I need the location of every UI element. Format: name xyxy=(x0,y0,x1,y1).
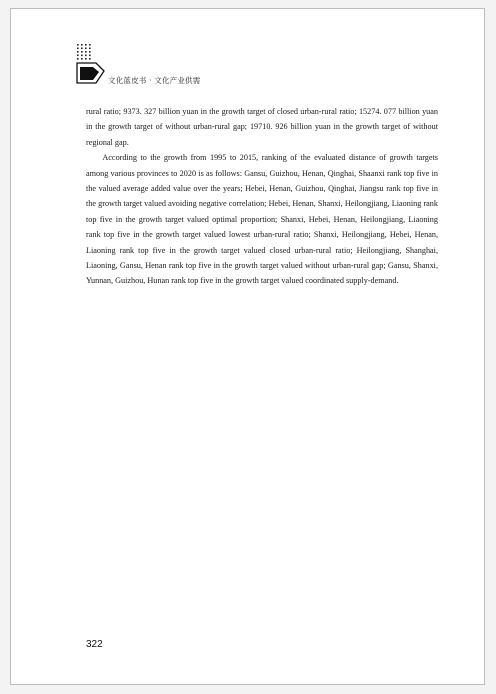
paragraph: According to the growth from 1995 to 2015, ranking of the evaluated distance of growth targets among various provinces to 2020 is as follows: Gansu, Guizhou, Henan, Qinghai, Shaanxi rank top five in the valued average added value over the years; Hebei, Henan, Guizhou, Qinghai, Jiangsu rank top five in the growth target valued avoiding negative correlation; Hebei, Henan, Shanxi, Heilongjiang, Liaoning rank top five in the growth target valued optimal proportion; Shanxi, Hebei, Henan, Heilongjiang, Liaoning rank top five in the growth target valued lowest urban-rural ratio; Shanxi, Heilongjiang, Hebei, Henan, Liaoning rank top five in the growth target valued closed urban-rural ratio; Heilongjiang, Shanghai, Liaoning, Gansu, Henan rank top five in the growth target valued without urban-rural gap; Gansu, Shanxi, Yunnan, Guizhou, Hunan rank top five in the growth target valued coordinated supply-demand. xyxy=(86,153,438,286)
book-page xyxy=(10,8,485,685)
paragraph: rural ratio; 9373. 327 billion yuan in the growth target of closed urban-rural ratio; 15274. 077 billion yuan in the growth target of without urban-rural gap; 19710. 926 billion yuan in the growth target of without regional gap. xyxy=(86,107,438,147)
body-text xyxy=(86,104,438,289)
book-series-logo-icon xyxy=(76,43,108,85)
series-title: 文化蓝皮书 · 文化产业供需 xyxy=(108,76,201,85)
page-number: 322 xyxy=(86,639,103,650)
